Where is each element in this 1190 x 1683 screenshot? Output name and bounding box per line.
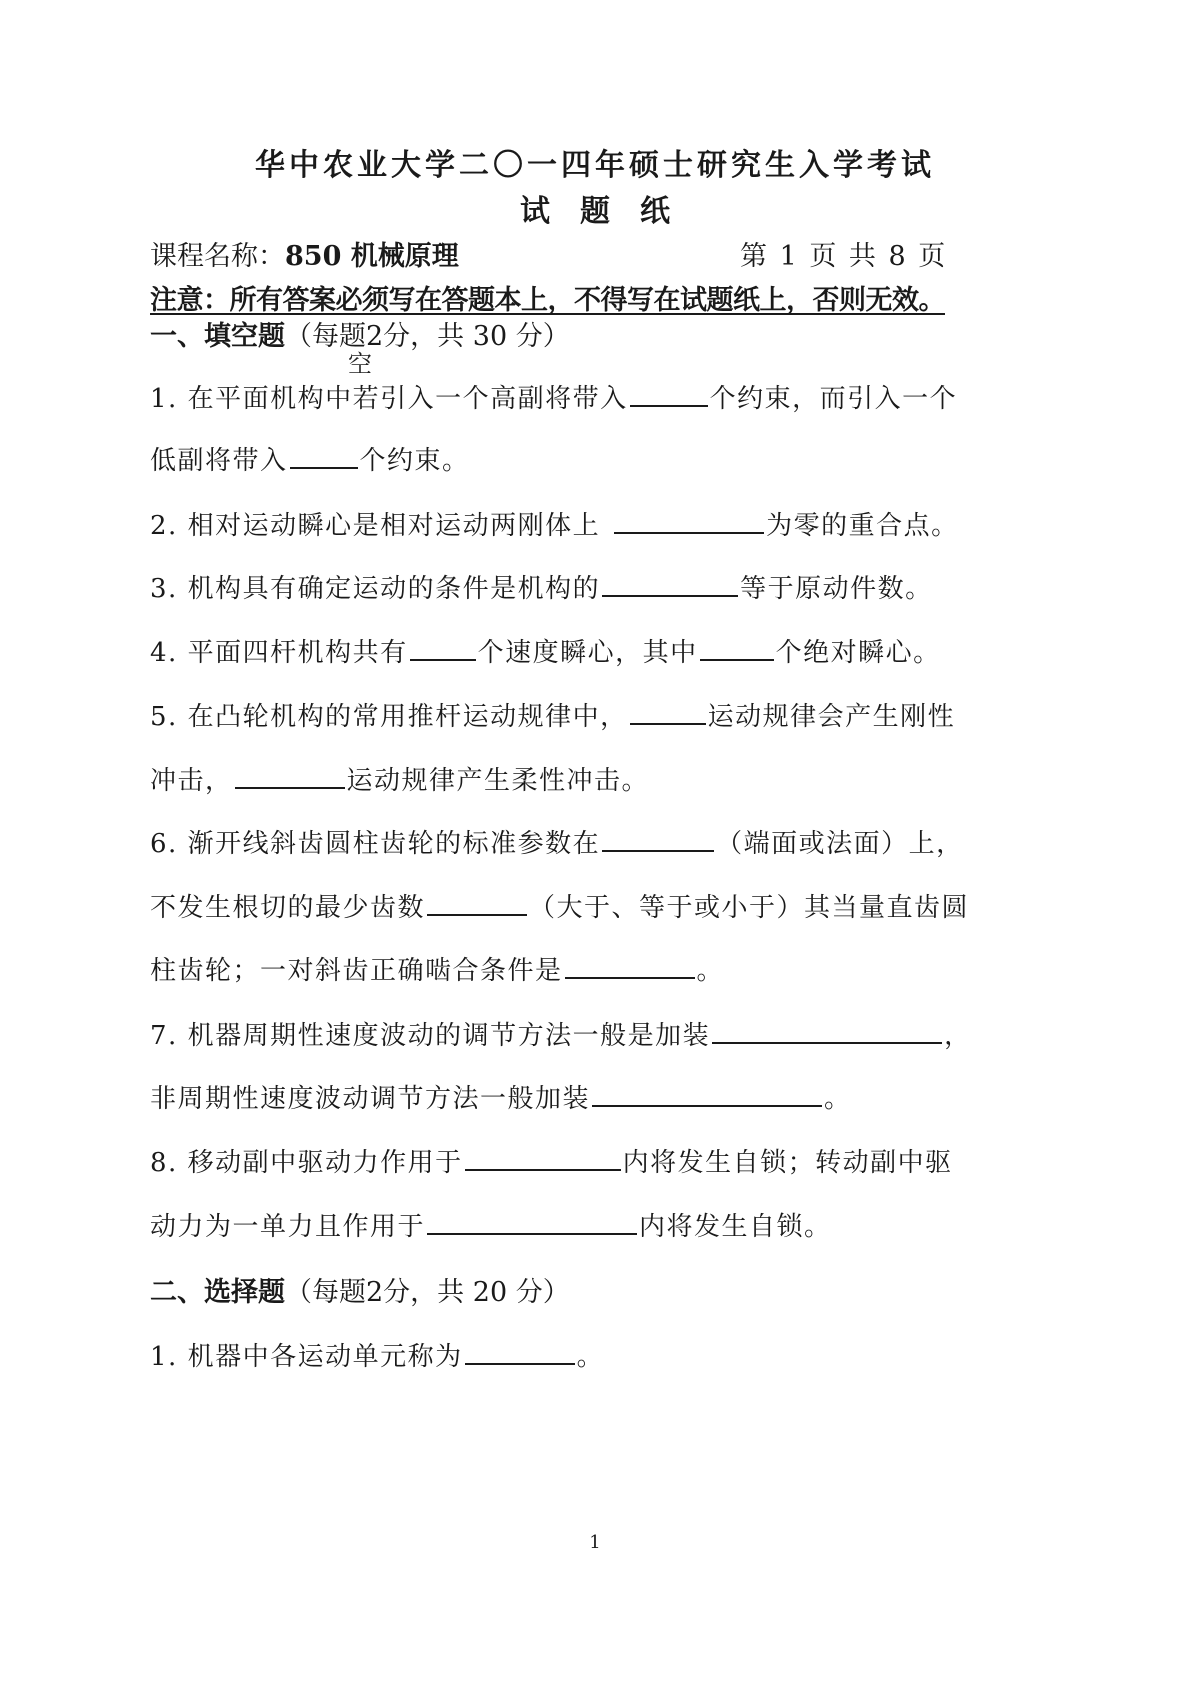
question-1-line-2	[150, 440, 470, 477]
answer-blank	[700, 658, 774, 661]
text: 1. 在平面机构中若引入一个高副将带入	[150, 384, 628, 414]
section-2-title: 二、选择题	[150, 1277, 285, 1308]
answer-blank	[602, 594, 738, 597]
question-2	[150, 505, 959, 542]
question-5-line-1	[150, 696, 955, 733]
answer-blank	[614, 531, 764, 534]
text: 低副将带入	[150, 446, 288, 476]
text: 动力为一单力且作用于	[150, 1212, 426, 1242]
text: 非周期性速度波动调节方法一般加装	[150, 1084, 591, 1114]
section-1-note: （每题2分，共 30 分）	[285, 321, 570, 352]
text: 。	[576, 1342, 605, 1372]
text: 2. 相对运动瞬心是相对运动两刚体上	[150, 511, 601, 541]
text: 3. 机构具有确定运动的条件是机构的	[150, 574, 601, 604]
text: 个约束，而引入一个	[709, 384, 958, 414]
question-7-line-2	[150, 1078, 852, 1115]
text: ，	[944, 1021, 972, 1051]
notice-text: 注意：所有答案必须写在答题本上，不得写在试题纸上，否则无效。	[150, 285, 945, 316]
exam-subtitle: 试题纸	[520, 194, 700, 229]
text: 个绝对瞬心。	[775, 638, 941, 668]
answer-blank	[290, 466, 358, 469]
answer-blank	[602, 849, 714, 852]
question-8-line-1	[150, 1142, 953, 1179]
course-label: 课程名称：	[150, 241, 285, 272]
section-2-note: （每题2分，共 20 分）	[285, 1277, 570, 1308]
question-4	[150, 632, 941, 669]
answer-blank	[565, 976, 695, 979]
answer-blank	[712, 1041, 942, 1044]
text: 7. 机器周期性速度波动的调节方法一般是加装	[150, 1021, 711, 1051]
answer-blank	[235, 786, 345, 789]
text: 个约束。	[359, 446, 470, 476]
text: 6. 渐开线斜齿圆柱齿轮的标准参数在	[150, 829, 601, 859]
section-2-heading	[150, 1270, 570, 1309]
text: （端面或法面）上，	[716, 829, 964, 859]
answer-blank	[592, 1104, 822, 1107]
question-1-line-1	[150, 378, 957, 415]
text: 个速度瞬心，其中	[477, 638, 698, 668]
exam-title: 华中农业大学二〇一四年硕士研究生入学考试	[255, 148, 935, 183]
answer-blank	[465, 1362, 575, 1365]
course-value: 850 机械原理	[285, 241, 459, 272]
answer-blank	[630, 404, 708, 407]
text: （大于、等于或小于）其当量直齿圆	[529, 893, 970, 923]
question-3	[150, 568, 933, 605]
answer-blank	[427, 1232, 637, 1235]
text: 为零的重合点。	[766, 511, 959, 541]
text: 不发生根切的最少齿数	[150, 893, 426, 923]
page-number: 1	[589, 1532, 601, 1553]
answer-blank	[630, 722, 706, 725]
question-6-line-3	[150, 950, 724, 987]
question-8-line-2	[150, 1206, 832, 1243]
section-1-title: 一、填空题	[150, 321, 285, 352]
answer-blank	[427, 913, 527, 916]
choice-question-1	[150, 1336, 604, 1373]
course-name	[150, 234, 459, 273]
question-7-line-1	[150, 1015, 972, 1052]
text: 内将发生自锁。	[639, 1212, 832, 1242]
text: 。	[824, 1084, 852, 1114]
answer-blank	[410, 658, 476, 661]
text: 柱齿轮；一对斜齿正确啮合条件是	[150, 956, 563, 986]
text: 8. 移动副中驱动力作用于	[150, 1148, 463, 1178]
text: 运动规律会产生刚性	[707, 702, 956, 732]
question-5-line-2	[150, 760, 649, 797]
page-info: 第 1 页 共 8 页	[740, 241, 948, 272]
handwritten-correction: 空	[348, 350, 372, 378]
text: 1. 机器中各运动单元称为	[150, 1342, 463, 1372]
question-6-line-1	[150, 823, 964, 860]
text: 5. 在凸轮机构的常用推杆运动规律中，	[150, 702, 628, 732]
text: 。	[696, 956, 725, 986]
question-6-line-2	[150, 887, 969, 924]
text: 4. 平面四杆机构共有	[150, 638, 408, 668]
text: 内将发生自锁；转动副中驱	[622, 1148, 953, 1178]
text: 运动规律产生柔性冲击。	[346, 766, 650, 796]
text: 等于原动件数。	[740, 574, 933, 604]
answer-blank	[465, 1168, 621, 1171]
text: 冲击，	[150, 766, 233, 796]
